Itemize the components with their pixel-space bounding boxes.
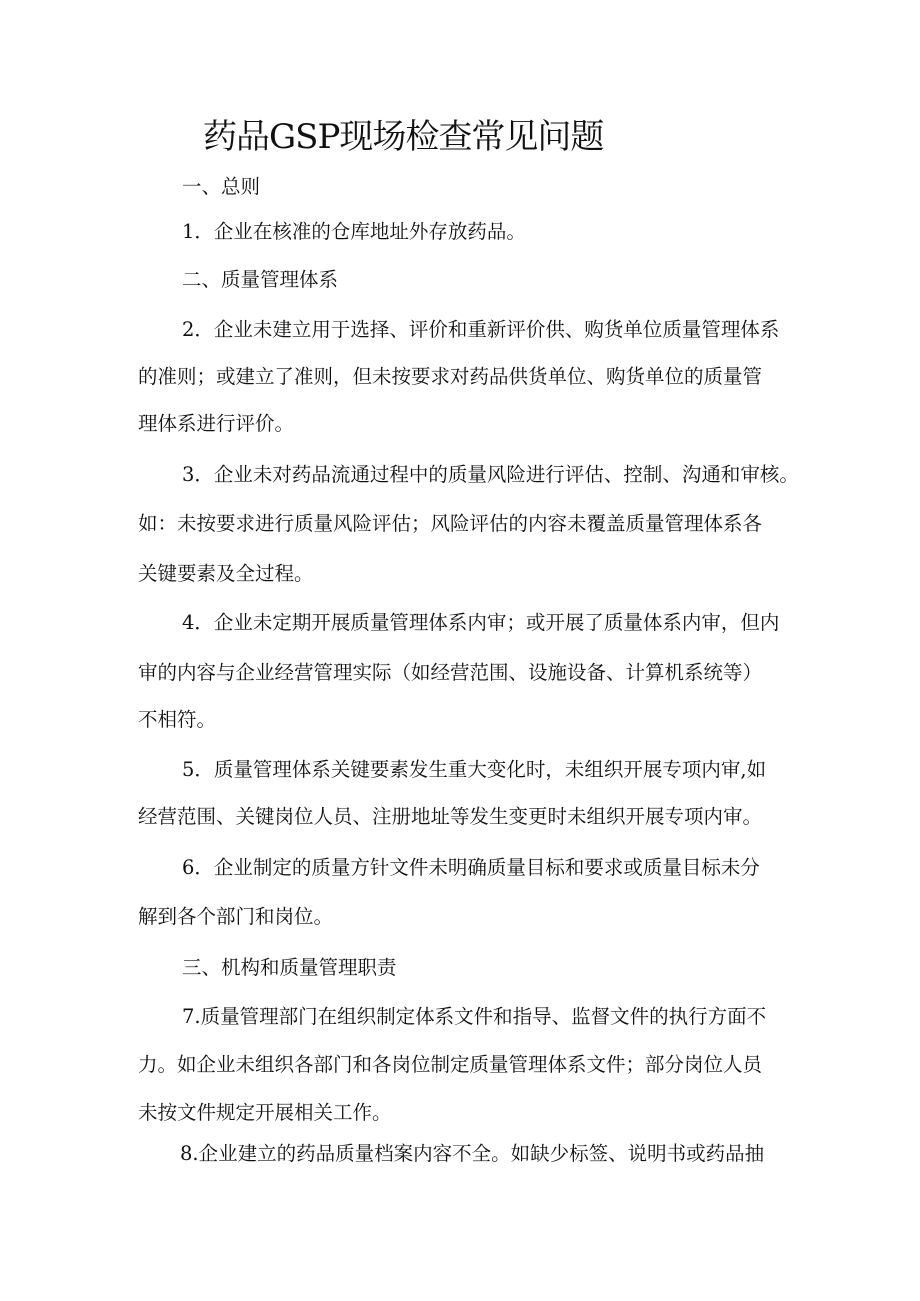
item-6-line-1: 6．企业制定的质量方针文件未明确质量目标和要求或质量目标未分 <box>182 856 760 879</box>
item-7-line-1: 7.质量管理部门在组织制定体系文件和指导、监督文件的执行方面不 <box>182 1005 767 1028</box>
item-6-line-2: 解到各个部门和岗位。 <box>138 905 334 928</box>
item-3-line-1: 3．企业未对药品流通过程中的质量风险进行评估、控制、沟通和审核。 <box>182 463 799 486</box>
section-heading-general: 一、总则 <box>182 175 261 198</box>
item-4-line-3: 不相符。 <box>138 708 217 731</box>
section-heading-quality-system: 二、质量管理体系 <box>182 268 339 291</box>
item-1-line-1: 1．企业在核准的仓库地址外存放药品。 <box>182 220 526 243</box>
item-5-line-1: 5．质量管理体系关键要素发生重大变化时，未组织开展专项内审,如 <box>182 758 767 781</box>
item-4-line-2: 审的内容与企业经营管理实际（如经营范围、设施设备、计算机系统等） <box>138 661 763 684</box>
item-2-line-1: 2．企业未建立用于选择、评价和重新评价供、购货单位质量管理体系 <box>182 318 780 341</box>
item-8-line-1: 8.企业建立的药品质量档案内容不全。如缺少标签、说明书或药品抽 <box>180 1142 765 1165</box>
section-heading-organization: 三、机构和质量管理职责 <box>182 956 397 979</box>
item-4-line-1: 4．企业未定期开展质量管理体系内审；或开展了质量体系内审，但内 <box>182 611 780 634</box>
item-5-line-2: 经营范围、关键岗位人员、注册地址等发生变更时未组织开展专项内审。 <box>138 805 763 828</box>
item-3-line-2: 如：未按要求进行质量风险评估；风险评估的内容未覆盖质量管理体系各 <box>138 512 763 535</box>
document-title: 药品GSP现场检查常见问题 <box>203 117 604 157</box>
item-3-line-3: 关键要素及全过程。 <box>138 562 314 585</box>
item-7-line-3: 未按文件规定开展相关工作。 <box>138 1101 392 1124</box>
item-2-line-2: 的准则；或建立了准则，但未按要求对药品供货单位、购货单位的质量管 <box>138 365 763 388</box>
item-2-line-3: 理体系进行评价。 <box>138 412 295 435</box>
item-7-line-2: 力。如企业未组织各部门和各岗位制定质量管理体系文件；部分岗位人员 <box>138 1053 763 1076</box>
